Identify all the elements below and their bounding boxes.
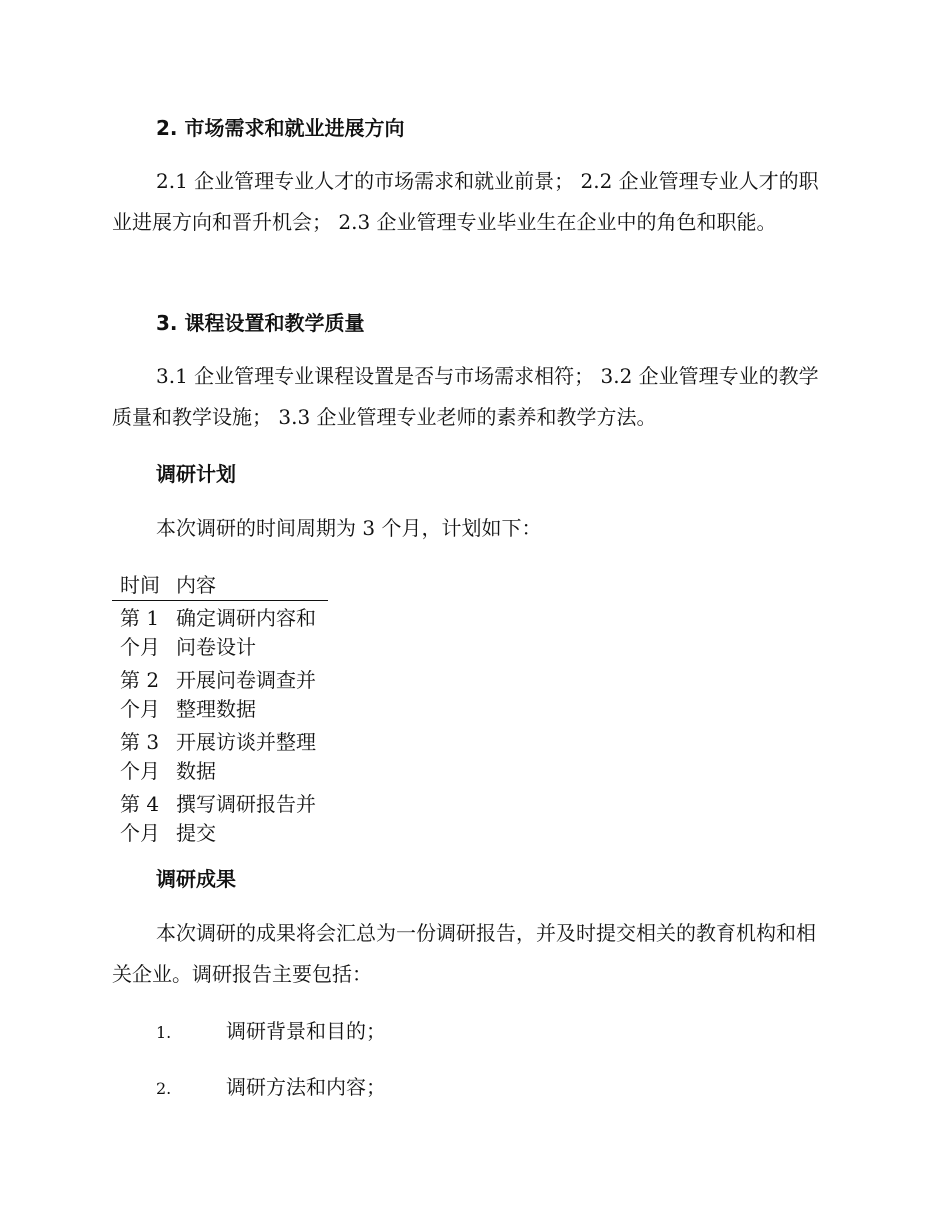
list-item-text: 调研背景和目的；	[226, 1019, 386, 1043]
section-heading-research-plan: 调研计划	[156, 462, 236, 486]
table-cell-time: 第 2 个月	[120, 668, 160, 721]
table-row	[112, 663, 328, 725]
table-cell-time: 第 1 个月	[120, 606, 160, 659]
section-body-market-demand: 2.1 企业管理专业人才的市场需求和就业前景； 2.2 企业管理专业人才的职业进展方向和晋升机会； 2.3 企业管理专业毕业生在企业中的角色和职能。	[112, 169, 819, 234]
table-cell-content: 开展访谈并整理数据	[176, 730, 316, 783]
section-heading-market-demand: 2. 市场需求和就业进展方向	[156, 116, 405, 140]
table-cell-content: 确定调研内容和问卷设计	[176, 606, 316, 659]
section-heading-research-results: 调研成果	[156, 867, 236, 891]
table-cell-time: 第 4 个月	[120, 792, 160, 845]
research-results-intro: 本次调研的成果将会汇总为一份调研报告，并及时提交相关的教育机构和相关企业。调研报告主要包括：	[112, 921, 816, 986]
schedule-table	[112, 570, 328, 849]
section-heading-curriculum: 3. 课程设置和教学质量	[156, 311, 365, 335]
section-body-curriculum: 3.1 企业管理专业课程设置是否与市场需求相符； 3.2 企业管理专业的教学质量和教学设施； 3.3 企业管理专业老师的素养和教学方法。	[112, 364, 819, 429]
list-item-text: 调研方法和内容；	[226, 1075, 386, 1099]
list-item-number: 1.	[156, 1023, 172, 1042]
table-cell-content: 撰写调研报告并提交	[176, 792, 316, 845]
list-item	[156, 1019, 386, 1045]
table-header-content: 内容	[176, 573, 216, 597]
table-cell-content: 开展问卷调查并整理数据	[176, 668, 316, 721]
table-cell-time: 第 3 个月	[120, 730, 160, 783]
table-header-time: 时间	[120, 573, 160, 597]
table-row	[112, 787, 328, 849]
list-item	[156, 1075, 386, 1101]
research-plan-intro: 本次调研的时间周期为 3 个月，计划如下：	[156, 516, 542, 540]
table-row	[112, 601, 328, 663]
table-header	[112, 570, 328, 601]
list-item-number: 2.	[156, 1079, 172, 1098]
table-row	[112, 725, 328, 787]
